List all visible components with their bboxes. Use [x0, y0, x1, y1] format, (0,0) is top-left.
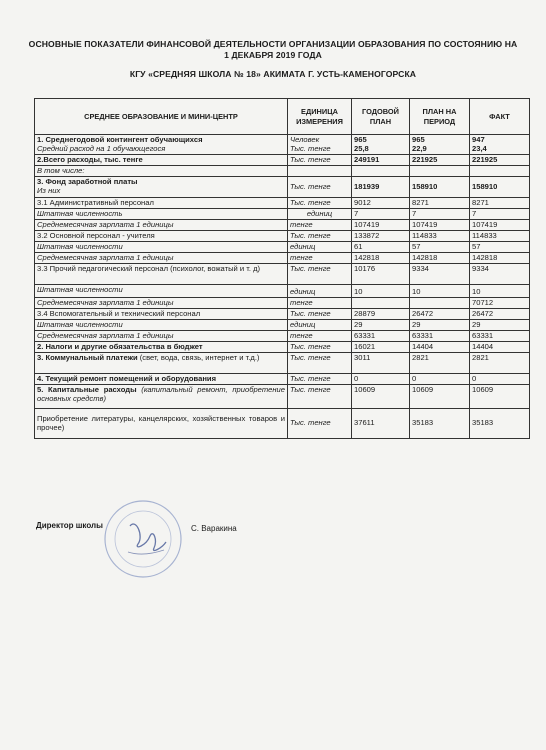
table-row [35, 297, 530, 308]
director-name: С. Варакина [191, 524, 237, 533]
row-unit: тенге [288, 297, 352, 308]
table-row [35, 135, 530, 155]
row-fact: 7 [470, 208, 530, 219]
row-unit: единиц [288, 241, 352, 252]
table-row [35, 330, 530, 341]
row-label: 3. Коммунальный платежи (свет, вода, связь, интернет и т.д.) [35, 352, 288, 373]
table-row [35, 373, 530, 384]
row-fact: 0 [470, 373, 530, 384]
row-period-plan: 35183 [410, 408, 470, 438]
row-period-plan: 107419 [410, 219, 470, 230]
row-annual-plan: 29 [352, 319, 410, 330]
table-row [35, 319, 530, 330]
row-period-plan: 965 22,9 [410, 135, 470, 155]
row-label: Среднемесячная зарплата 1 единицы [35, 330, 288, 341]
row-annual-plan: 965 25,8 [352, 135, 410, 155]
column-header-fact: ФАКТ [470, 99, 530, 135]
row-unit: единиц [288, 208, 352, 219]
table-row [35, 219, 530, 230]
row-label: Среднемесячная зарплата 1 единицы [35, 252, 288, 263]
table-row [35, 352, 530, 373]
financial-table-container [34, 98, 529, 439]
row-fact: 947 23,4 [470, 135, 530, 155]
row-unit: тенге [288, 330, 352, 341]
row-period-plan: 26472 [410, 308, 470, 319]
table-row [35, 176, 530, 197]
row-annual-plan: 7 [352, 208, 410, 219]
row-period-plan: 158910 [410, 176, 470, 197]
row-fact: 142818 [470, 252, 530, 263]
row-label: 3.3 Прочий педагогический персонал (психолог, вожатый и т. д) [35, 263, 288, 284]
row-label: Среднемесячная зарплата 1 единицы [35, 219, 288, 230]
table-header-row [35, 99, 530, 135]
table-row [35, 252, 530, 263]
row-label: 5. Капитальные расходы (капитальный ремонт, приобретение основных средств) [35, 384, 288, 408]
row-annual-plan: 0 [352, 373, 410, 384]
row-annual-plan: 10176 [352, 263, 410, 284]
row-period-plan: 142818 [410, 252, 470, 263]
row-fact [470, 165, 530, 176]
row-unit: Тыс. тенге [288, 352, 352, 373]
table-row [35, 165, 530, 176]
column-header-unit: ЕДИНИЦА ИЗМЕРЕНИЯ [288, 99, 352, 135]
column-header-indicator: СРЕДНЕЕ ОБРАЗОВАНИЕ И МИНИ-ЦЕНТР [35, 99, 288, 135]
table-row [35, 230, 530, 241]
row-label: 1. Среднегодовой контингент обучающихся Средний расход на 1 обучающегося [35, 135, 288, 155]
row-unit: Тыс. тенге [288, 308, 352, 319]
row-fact: 29 [470, 319, 530, 330]
row-unit: Тыс. тенге [288, 384, 352, 408]
table-row [35, 208, 530, 219]
row-unit [288, 165, 352, 176]
row-unit: Тыс. тенге [288, 373, 352, 384]
row-label: 3.4 Вспомогательный и технический персонал [35, 308, 288, 319]
row-label: 3.2 Основной персонал - учителя [35, 230, 288, 241]
row-fact: 2821 [470, 352, 530, 373]
row-period-plan: 14404 [410, 341, 470, 352]
row-unit: единиц [288, 284, 352, 297]
row-annual-plan [352, 165, 410, 176]
row-unit: Человек Тыс. тенге [288, 135, 352, 155]
row-unit: Тыс. тенге [288, 154, 352, 165]
row-unit: Тыс. тенге [288, 341, 352, 352]
row-label: 4. Текущий ремонт помещений и оборудования [35, 373, 288, 384]
director-label: Директор школы [36, 521, 103, 530]
row-fact: 63331 [470, 330, 530, 341]
row-period-plan: 9334 [410, 263, 470, 284]
row-label: Штатная численности [35, 284, 288, 297]
report-title-line1: ОСНОВНЫЕ ПОКАЗАТЕЛИ ФИНАНСОВОЙ ДЕЯТЕЛЬНОСТИ ОРГАНИЗАЦИИ ОБРАЗОВАНИЯ ПО СОСТОЯНИЮ НА [28, 39, 518, 49]
row-period-plan: 57 [410, 241, 470, 252]
row-fact: 107419 [470, 219, 530, 230]
row-period-plan [410, 297, 470, 308]
row-unit: тенге [288, 252, 352, 263]
row-annual-plan: 107419 [352, 219, 410, 230]
row-period-plan: 114833 [410, 230, 470, 241]
financial-indicators-table [34, 98, 530, 439]
row-period-plan: 8271 [410, 197, 470, 208]
row-annual-plan: 181939 [352, 176, 410, 197]
row-fact: 70712 [470, 297, 530, 308]
table-row [35, 263, 530, 284]
row-label: В том числе: [35, 165, 288, 176]
table-row [35, 384, 530, 408]
row-annual-plan [352, 297, 410, 308]
row-label: Среднемесячная зарплата 1 единицы [35, 297, 288, 308]
row-fact: 57 [470, 241, 530, 252]
row-fact: 221925 [470, 154, 530, 165]
row-unit: Тыс. тенге [288, 263, 352, 284]
row-period-plan: 10609 [410, 384, 470, 408]
row-unit: Тыс. тенге [288, 197, 352, 208]
row-unit: единиц [288, 319, 352, 330]
table-row [35, 197, 530, 208]
stamp-and-signature-icon [100, 496, 186, 582]
row-unit: Тыс. тенге [288, 176, 352, 197]
organization-name: КГУ «СРЕДНЯЯ ШКОЛА № 18» АКИМАТА Г. УСТЬ-КАМЕНОГОРСКА [129, 69, 417, 79]
row-annual-plan: 142818 [352, 252, 410, 263]
row-annual-plan: 37611 [352, 408, 410, 438]
row-annual-plan: 3011 [352, 352, 410, 373]
row-period-plan: 2821 [410, 352, 470, 373]
row-label: Штатная численности [35, 319, 288, 330]
row-fact: 9334 [470, 263, 530, 284]
table-row [35, 408, 530, 438]
table-row [35, 284, 530, 297]
column-header-annual-plan: ГОДОВОЙ ПЛАН [352, 99, 410, 135]
row-period-plan: 29 [410, 319, 470, 330]
row-fact: 114833 [470, 230, 530, 241]
row-fact: 10 [470, 284, 530, 297]
report-title-line2: 1 ДЕКАБРЯ 2019 ГОДА [224, 50, 322, 60]
row-label: 3.1 Административный персонал [35, 197, 288, 208]
table-row [35, 241, 530, 252]
row-annual-plan: 10 [352, 284, 410, 297]
row-period-plan: 63331 [410, 330, 470, 341]
row-period-plan [410, 165, 470, 176]
row-annual-plan: 28879 [352, 308, 410, 319]
row-label: 2.Всего расходы, тыс. тенге [35, 154, 288, 165]
row-fact: 10609 [470, 384, 530, 408]
row-annual-plan: 61 [352, 241, 410, 252]
table-row [35, 308, 530, 319]
row-fact: 35183 [470, 408, 530, 438]
row-label: Приобретение литературы, канцелярских, хозяйственных товаров и прочее) [35, 408, 288, 438]
row-period-plan: 7 [410, 208, 470, 219]
row-unit: Тыс. тенге [288, 408, 352, 438]
row-fact: 8271 [470, 197, 530, 208]
row-label: 3. Фонд заработной платы Из них [35, 176, 288, 197]
row-period-plan: 10 [410, 284, 470, 297]
row-label: 2. Налоги и другие обязательства в бюджет [35, 341, 288, 352]
row-unit: Тыс. тенге [288, 230, 352, 241]
row-annual-plan: 133872 [352, 230, 410, 241]
row-annual-plan: 249191 [352, 154, 410, 165]
row-annual-plan: 63331 [352, 330, 410, 341]
row-annual-plan: 9012 [352, 197, 410, 208]
table-row [35, 341, 530, 352]
row-unit: тенге [288, 219, 352, 230]
row-fact: 14404 [470, 341, 530, 352]
row-annual-plan: 16021 [352, 341, 410, 352]
row-fact: 26472 [470, 308, 530, 319]
row-period-plan: 0 [410, 373, 470, 384]
table-row [35, 154, 530, 165]
row-annual-plan: 10609 [352, 384, 410, 408]
row-label: Штатная численности [35, 241, 288, 252]
column-header-period-plan: ПЛАН НА ПЕРИОД [410, 99, 470, 135]
row-label: Штатная численность [35, 208, 288, 219]
row-fact: 158910 [470, 176, 530, 197]
row-period-plan: 221925 [410, 154, 470, 165]
